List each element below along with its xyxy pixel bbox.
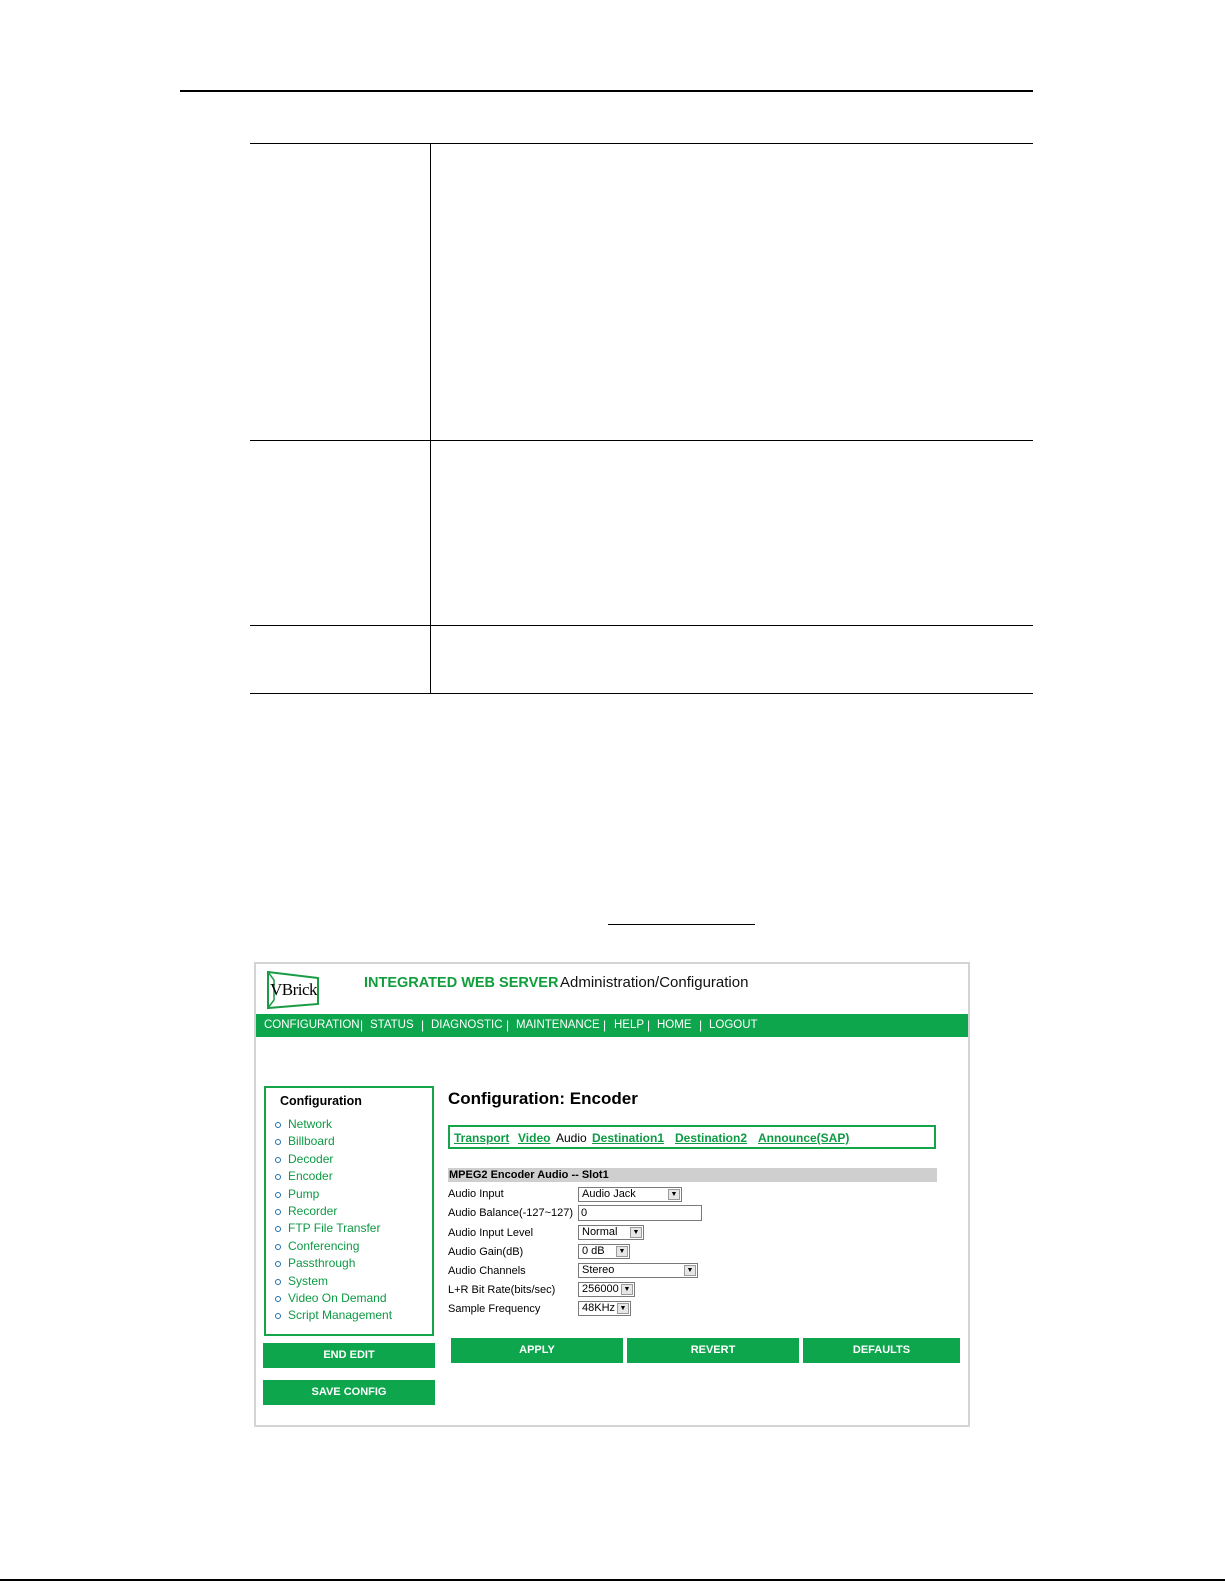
encoder-tab-bar — [448, 1125, 936, 1149]
config-sidebar — [264, 1086, 434, 1336]
bullet-icon — [275, 1174, 281, 1180]
sidebar-item-decoder[interactable]: Decoder — [274, 1151, 392, 1168]
nav-separator: | — [360, 1018, 364, 1032]
revert-button[interactable]: REVERT — [627, 1338, 799, 1363]
dropdown-arrow-icon: ▼ — [616, 1246, 628, 1257]
tab-destination1[interactable]: Destination1 — [592, 1131, 665, 1145]
nav-separator: | — [699, 1018, 703, 1032]
sidebar-item-billboard[interactable]: Billboard — [274, 1133, 392, 1150]
sidebar-item-encoder[interactable]: Encoder — [274, 1168, 392, 1185]
audio-input-level-label: Audio Input Level — [448, 1227, 534, 1239]
dropdown-arrow-icon: ▼ — [668, 1189, 680, 1200]
table-rule-top — [250, 143, 1033, 144]
nav-separator: | — [421, 1018, 425, 1032]
bullet-icon — [275, 1209, 281, 1215]
sample-frequency-value: 48KHz — [582, 1302, 616, 1314]
nav-home[interactable]: HOME — [657, 1019, 692, 1031]
defaults-button[interactable]: DEFAULTS — [803, 1338, 960, 1363]
sidebar-item-video-on-demand[interactable]: Video On Demand — [274, 1290, 392, 1307]
sidebar-item-pump[interactable]: Pump — [274, 1186, 392, 1203]
nav-diagnostic[interactable]: DIAGNOSTIC — [431, 1019, 503, 1031]
audio-channels-select[interactable] — [578, 1263, 698, 1278]
audio-gain-label: Audio Gain(dB) — [448, 1246, 524, 1258]
tab-video[interactable]: Video — [518, 1131, 551, 1145]
sidebar-item-recorder[interactable]: Recorder — [274, 1203, 392, 1220]
vbrick-logo-icon[interactable] — [266, 970, 320, 1010]
table-rule-2 — [250, 625, 1033, 626]
bullet-icon — [275, 1192, 281, 1198]
audio-input-select[interactable] — [578, 1187, 682, 1202]
audio-input-label: Audio Input — [448, 1188, 504, 1200]
nav-status[interactable]: STATUS — [370, 1019, 414, 1031]
audio-channels-value: Stereo — [582, 1264, 615, 1276]
bullet-icon — [275, 1139, 281, 1145]
audio-balance-input[interactable]: 0 — [578, 1205, 702, 1221]
dropdown-arrow-icon: ▼ — [621, 1284, 633, 1295]
header-rule — [180, 90, 1033, 92]
app-subtitle: Administration/Configuration — [560, 974, 749, 991]
app-title: INTEGRATED WEB SERVER — [364, 975, 559, 991]
link-underline — [608, 924, 755, 925]
nav-help[interactable]: HELP — [614, 1019, 645, 1031]
dropdown-arrow-icon: ▼ — [684, 1265, 696, 1276]
nav-maintenance[interactable]: MAINTENANCE — [516, 1019, 600, 1031]
nav-configuration[interactable]: CONFIGURATION — [264, 1019, 360, 1031]
sidebar-item-script-management[interactable]: Script Management — [274, 1307, 392, 1324]
bullet-icon — [275, 1122, 281, 1128]
table-rule-1 — [250, 440, 1033, 441]
top-nav-bar — [256, 1014, 968, 1037]
sidebar-item-passthrough[interactable]: Passthrough — [274, 1255, 392, 1272]
logo-text: VBrick — [270, 980, 318, 999]
bullet-icon — [275, 1279, 281, 1285]
audio-channels-label: Audio Channels — [448, 1265, 526, 1277]
end-edit-button[interactable]: END EDIT — [263, 1343, 435, 1368]
audio-input-level-value: Normal — [582, 1226, 618, 1238]
bit-rate-select[interactable] — [578, 1282, 635, 1297]
nav-separator: | — [647, 1018, 651, 1032]
dropdown-arrow-icon: ▼ — [630, 1227, 642, 1238]
table-column-divider — [430, 143, 431, 694]
section-header: MPEG2 Encoder Audio -- Slot1 — [448, 1168, 937, 1182]
audio-input-level-select[interactable] — [578, 1225, 644, 1240]
nav-separator: | — [603, 1018, 607, 1032]
bullet-icon — [275, 1157, 281, 1163]
document-table — [250, 143, 1033, 694]
audio-input-value: Audio Jack — [582, 1188, 636, 1200]
sidebar-item-network[interactable]: Network — [274, 1116, 392, 1133]
sample-frequency-label: Sample Frequency — [448, 1303, 541, 1315]
tab-audio[interactable]: Audio — [556, 1131, 587, 1145]
sidebar-title: Configuration — [280, 1094, 362, 1108]
sidebar-item-system[interactable]: System — [274, 1273, 392, 1290]
nav-logout[interactable]: LOGOUT — [709, 1019, 758, 1031]
web-ui-screenshot — [254, 962, 970, 1427]
sidebar-item-conferencing[interactable]: Conferencing — [274, 1238, 392, 1255]
audio-gain-value: 0 dB — [582, 1245, 605, 1257]
sidebar-item-ftp-file-transfer[interactable]: FTP File Transfer — [274, 1220, 392, 1237]
audio-balance-label: Audio Balance(-127~127) — [448, 1207, 574, 1219]
sample-frequency-select[interactable] — [578, 1301, 631, 1316]
bullet-icon — [275, 1261, 281, 1267]
bullet-icon — [275, 1296, 281, 1302]
nav-separator: | — [506, 1018, 510, 1032]
bit-rate-label: L+R Bit Rate(bits/sec) — [448, 1284, 556, 1296]
tab-announce-sap[interactable]: Announce(SAP) — [758, 1131, 850, 1145]
audio-gain-select[interactable] — [578, 1244, 630, 1259]
apply-button[interactable]: APPLY — [451, 1338, 623, 1363]
tab-transport[interactable]: Transport — [454, 1131, 510, 1145]
dropdown-arrow-icon: ▼ — [617, 1303, 629, 1314]
bullet-icon — [275, 1226, 281, 1232]
footer-rule — [0, 1579, 1225, 1581]
table-rule-bottom — [250, 693, 1033, 694]
bullet-icon — [275, 1313, 281, 1319]
bullet-icon — [275, 1244, 281, 1250]
save-config-button[interactable]: SAVE CONFIG — [263, 1380, 435, 1405]
tab-destination2[interactable]: Destination2 — [675, 1131, 748, 1145]
page-title: Configuration: Encoder — [448, 1089, 638, 1108]
bit-rate-value: 256000 — [582, 1283, 619, 1295]
